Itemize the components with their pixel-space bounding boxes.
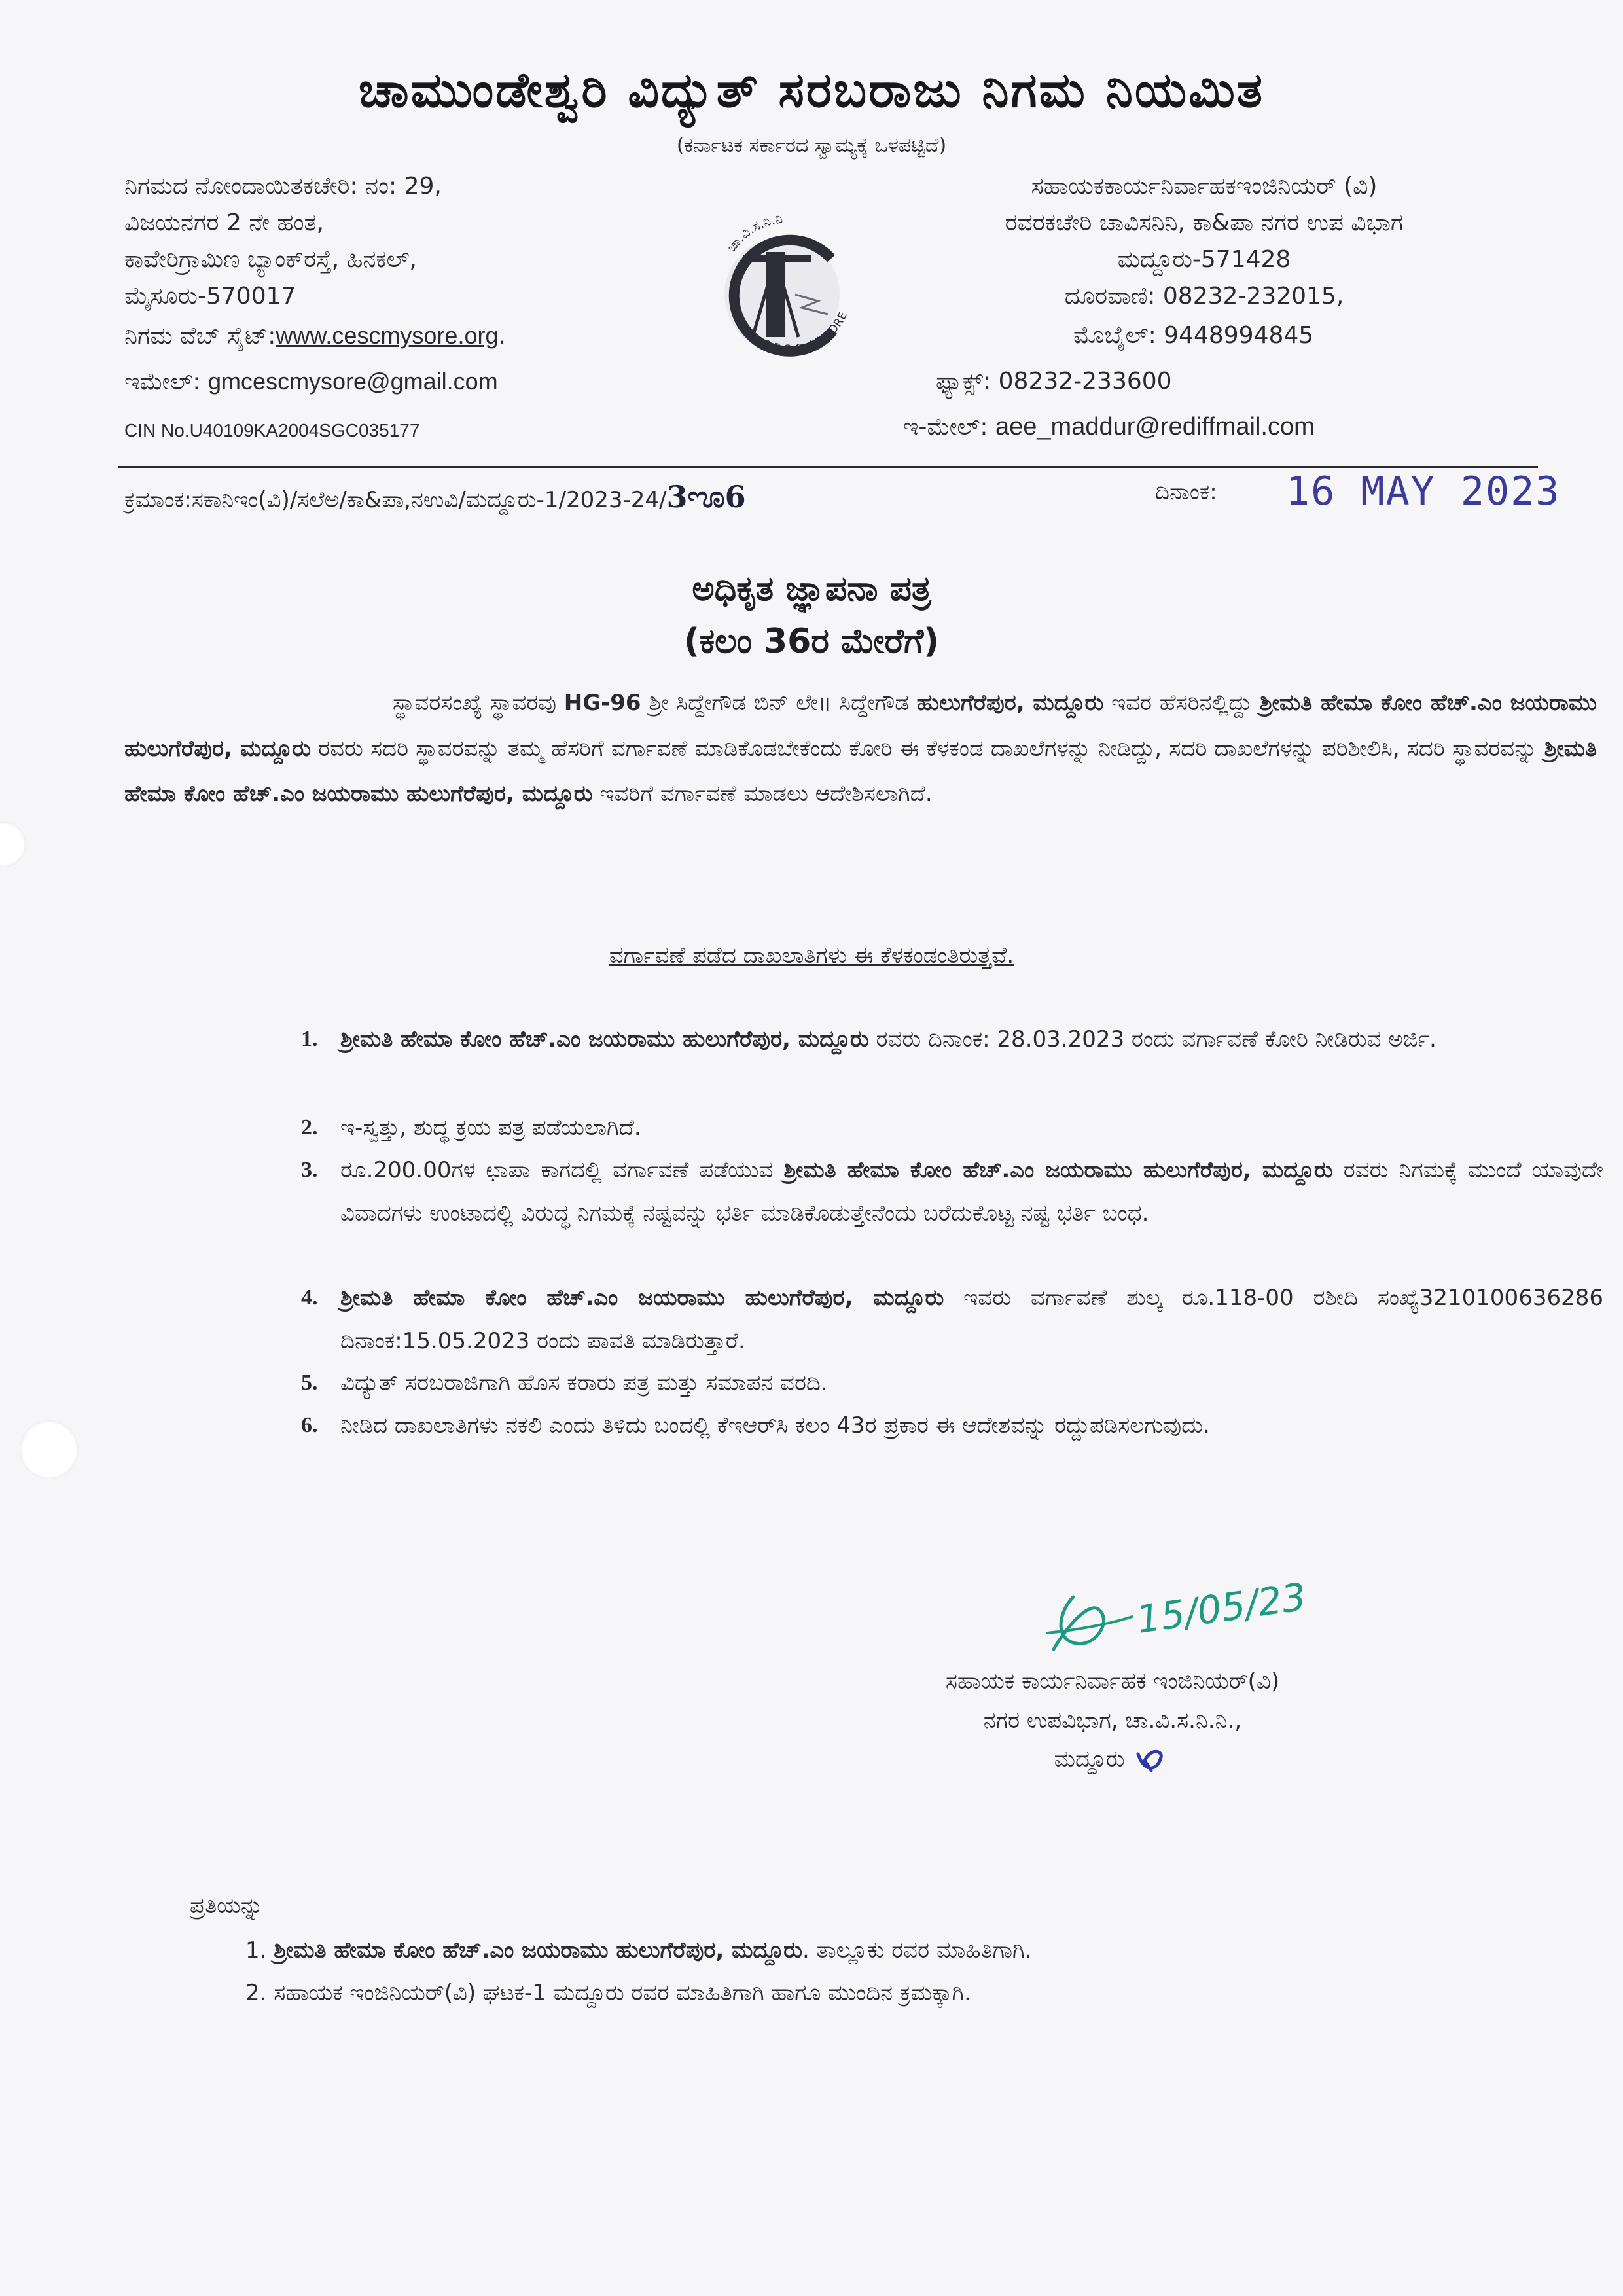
body-bold-2: ಹುಲುಗೆರೆಪುರ, ಮದ್ದೂರು [916, 690, 1104, 716]
cin-number: CIN No.U40109KA2004SGC035177 [124, 420, 420, 440]
list-item-bold: ಶ್ರೀಮತಿ ಹೇಮಾ ಕೋಂ ಹೆಚ್.ಎಂ ಜಯರಾಮು ಹುಲುಗೆರೆಪುರ, ಮದ್ದೂರು [783, 1157, 1333, 1183]
cesc-logo-icon [704, 196, 874, 367]
list-item-number: 1. [301, 1027, 318, 1051]
copy-item [245, 1937, 1031, 1964]
list-item-bold: ಶ್ರೀಮತಿ ಹೇಮಾ ಕೋಂ ಹೆಚ್.ಎಂ ಜಯರಾಮು ಹುಲುಗೆರೆಪುರ, ಮದ್ದೂರು [340, 1026, 869, 1052]
list-item [301, 1149, 1603, 1236]
copy-item-number: 2. [245, 1980, 267, 2006]
punch-hole-top [0, 821, 26, 867]
body-text-1: ಸ್ಥಾವರಸಂಖ್ಯೆ ಸ್ಥಾವರವು [393, 690, 564, 716]
list-item-text: ನೀಡಿದ ದಾಖಲಾತಿಗಳು ನಕಲಿ ಎಂದು ತಿಳಿದು ಬಂದಲ್ಲಿ ಕೆಇಆರ್‌ಸಿ ಕಲಂ 43ರ ಪ್ರಕಾರ ಈ ಆದೇಶವನ್ನು ರದ್ದುಪಡಿಸಲಗುವುದು. [340, 1412, 1210, 1439]
body-text-4: ರವರು ಸದರಿ ಸ್ಥಾವರವನ್ನು ತಮ್ಮ ಹೆಸರಿಗೆ ವರ್ಗಾವಣೆ ಮಾಡಿಕೊಡಬೇಕೆಂದು ಕೋರಿ ಈ ಕೆಳಕಂಡ ದಾಖಲೆಗಳನ್ನು ನೀಡಿದ್ದು, ಸದರಿ ದಾಖಲೆಗಳನ್ನು ಪರಿಶೀಲಿಸಿ, ಸದರಿ ಸ್ಥಾವರವನ್ನು [311, 735, 1544, 762]
documents-list-heading: ವರ್ಗಾವಣೆ ಪಡೆದ ದಾಖಲಾತಿಗಳು ಈ ಕೆಳಕಂಡಂತಿರುತ್ತವೆ. [609, 942, 1014, 969]
left-address-line-2: ವಿಜಯನಗರ 2 ನೇ ಹಂತ, [124, 209, 324, 236]
list-item-bold: ಶ್ರೀಮತಿ ಹೇಮಾ ಕೋಂ ಹೆಚ್.ಎಂ ಜಯರಾಮು ಹುಲುಗೆರೆಪುರ, ಮದ್ದೂರು [340, 1285, 944, 1311]
right-mobile: ಮೊಬೈಲ್: 9448994845 [1073, 322, 1314, 349]
list-item [301, 1361, 1603, 1405]
logo-arc-top-text: ಚಾ.ವಿ.ಸ.ನಿ.ನಿ [723, 210, 784, 255]
signature [1027, 1571, 1302, 1662]
email-label: ಇಮೇಲ್: [124, 368, 201, 395]
applicant-name-2: ಶ್ರೀಮತಿ ಹೇಮಾ ಕೋಂ ಹೆಚ್.ಎಂ ಜಯರಾಮು ಹುಲುಗೆರೆಪುರ, ಮದ್ದೂರು [124, 735, 1597, 808]
reference-text: ಕ್ರಮಾಂಕ:ಸಕಾನಿಇಂ(ವಿ)/ಸಲೆಅ/ಕಾ&ಪಾ,ನಉವಿ/ಮದ್ದೂರು-1/2023-24/ [124, 487, 667, 513]
copy-item-text: ಸಹಾಯಕ ಇಂಜಿನಿಯರ್(ವಿ) ಘಟಕ-1 ಮದ್ದೂರು ರವರ ಮಾಹಿತಿಗಾಗಿ ಹಾಗೂ ಮುಂದಿನ ಕ್ರಮಕ್ಕಾಗಿ. [274, 1980, 971, 2006]
initial-mark-icon [1132, 1744, 1171, 1777]
installation-number: HG-96 [563, 690, 641, 716]
order-heading: ಅಧಿಕೃತ ಜ್ಞಾಪನಾ ಪತ್ರ [692, 569, 931, 609]
organization-subtitle: (ಕರ್ನಾಟಕ ಸರ್ಕಾರದ ಸ್ವಾಮ್ಯಕ್ಕೆ ಒಳಪಟ್ಟಿದೆ) [676, 134, 947, 157]
signatory-place [864, 1740, 1361, 1780]
reference-number [124, 478, 746, 517]
copy-item [245, 1980, 971, 2006]
list-item-text: ವಿದ್ಯುತ್ ಸರಬರಾಜಿಗಾಗಿ ಹೊಸ ಕರಾರು ಪತ್ರ ಮತ್ತು ಸಮಾಪನ ವರದಿ. [340, 1370, 828, 1396]
order-subheading: (ಕಲಂ 36ರ ಮೇರೆಗೆ) [683, 622, 940, 661]
left-address-line-3: ಕಾವೇರಿಗ್ರಾಮಿಣ ಬ್ಯಾಂಕ್‌ರಸ್ತೆ, ಹಿನಕಲ್, [124, 246, 417, 273]
list-item-number: 2. [301, 1115, 318, 1139]
copy-item-number: 1. [245, 1937, 267, 1964]
right-address-line-1: ಸಹಾಯಕಕಾರ್ಯನಿರ್ವಾಹಕಇಂಜಿನಿಯರ್ (ವಿ) [1031, 173, 1378, 200]
organization-title: ಚಾಮುಂಡೇಶ್ವರಿ ವಿದ್ಯುತ್ ಸರಬರಾಜು ನಿಗಮ ನಿಯಮಿತ [358, 62, 1265, 118]
list-item-text: ಇ-ಸ್ವತ್ತು, ಶುದ್ಧ ಕ್ರಯ ಪತ್ರ ಪಡೆಯಲಾಗಿದೆ. [340, 1115, 641, 1141]
signatory-designation: ಸಹಾಯಕ ಕಾರ್ಯನಿರ್ವಾಹಕ ಇಂಜಿನಿಯರ್(ವಿ) [945, 1668, 1280, 1695]
right-email-label: ಇ-ಮೇಲ್: [903, 414, 988, 440]
list-item-number: 5. [301, 1371, 318, 1395]
right-email-line [903, 411, 1315, 443]
body-text-2: ಶ್ರೀ ಸಿದ್ದೇಗೌಡ ಬಿನ್ ಲೇ॥ ಸಿದ್ದೇಗೌಡ [641, 690, 917, 716]
list-item-text-pre: ರೂ.200.00ಗಳ ಛಾಪಾ ಕಾಗದಲ್ಲಿ ವರ್ಗಾವಣೆ ಪಡೆಯುವ [340, 1157, 784, 1183]
list-item-number: 3. [301, 1158, 318, 1182]
right-phone: ದೂರವಾಣಿ: 08232-232015, [1064, 283, 1344, 310]
list-item [301, 1018, 1603, 1061]
signatory-block [864, 1662, 1361, 1780]
body-text-3: ಇವರ ಹೆಸರಿನಲ್ಲಿದ್ದು [1103, 690, 1260, 716]
website-line: ನಿಗಮ ವೆಬ್ ಸೈಟ್:www.cescmysore.org. [124, 322, 506, 350]
email-address[interactable]: gmcescmysore@gmail.com [208, 368, 498, 395]
copy-item-bold: ಶ್ರೀಮತಿ ಹೇಮಾ ಕೋಂ ಹೆಚ್.ಎಂ ಜಯರಾಮು ಹುಲುಗೆರೆಪುರ, ಮದ್ದೂರು [274, 1937, 802, 1964]
list-item-text: ಇವರು ವರ್ಗಾವಣೆ ಶುಲ್ಕ ರೂ.118-00 ರಶೀದಿ ಸಂಖ್ಯೆ3210100636286 ದಿನಾಂಕ:15.05.2023 ರಂದು ಪಾವತಿ ಮಾಡಿರುತ್ತಾರೆ. [340, 1285, 1603, 1355]
left-address-line-1: ನಿಗಮದ ನೋಂದಾಯಿತಕಚೇರಿ: ನಂ: 29, [124, 173, 442, 200]
list-item [301, 1106, 1603, 1149]
handwritten-reference-number: 3ೡ6 [666, 479, 746, 514]
copy-to-label: ಪ್ರತಿಯನ್ನು [190, 1893, 264, 1919]
website-link[interactable]: www.cescmysore.org [276, 322, 499, 349]
list-item-number: 6. [301, 1413, 318, 1437]
order-body-paragraph [124, 681, 1597, 817]
list-item-text: ರವರು ದಿನಾಂಕ: 28.03.2023 ರಂದು ವರ್ಗಾವಣೆ ಕೋರಿ ನೀಡಿರುವ ಅರ್ಜಿ. [868, 1026, 1436, 1052]
applicant-name-1: ಶ್ರೀಮತಿ ಹೇಮಾ ಕೋಂ ಹೆಚ್.ಎಂ ಜಯರಾಮು ಹುಲುಗೆರೆಪುರ, ಮದ್ದೂರು [124, 690, 1597, 762]
date-stamp: 16 MAY 2023 [1286, 469, 1561, 514]
list-item-text: ರವರು ನಿಗಮಕ್ಕೆ ಮುಂದೆ ಯಾವುದೇ ವಿವಾದಗಳು ಉಂಟಾದಲ್ಲಿ ವಿರುದ್ಧ ನಿಗಮಕ್ಕೆ ನಷ್ಟವನ್ನು ಭರ್ತಿ ಮಾಡಿಕೊಡುತ್ತೇನೆಂದು ಬರೆದುಕೊಟ್ಟ ನಷ್ಟ ಭರ್ತಿ ಬಂಧ. [340, 1157, 1603, 1227]
cesc-logo [704, 196, 874, 367]
right-address-line-3: ಮದ್ದೂರು-571428 [1117, 246, 1291, 273]
logo-arc-bottom-text: C E S C, MYSORE [758, 309, 851, 357]
signatory-office: ನಗರ ಉಪವಿಭಾಗ, ಚಾ.ವಿ.ಸ.ನಿ.ನಿ., [983, 1707, 1242, 1734]
signatory-place-text: ಮದ್ದೂರು [1054, 1746, 1125, 1772]
website-label: ನಿಗಮ ವೆಬ್ ಸೈಟ್: [124, 323, 276, 350]
punch-hole-bottom [20, 1420, 79, 1479]
list-item [301, 1404, 1603, 1447]
signature-date: 15/05/23 [1133, 1574, 1302, 1642]
right-fax: ಫ್ಯಾಕ್ಸ್: 08232-233600 [936, 368, 1172, 395]
list-item-number: 4. [301, 1285, 318, 1310]
signature-icon [1027, 1571, 1302, 1662]
body-text-5: ಇವರಿಗೆ ವರ್ಗಾವಣೆ ಮಾಡಲು ಆದೇಶಿಸಲಾಗಿದೆ. [592, 781, 933, 808]
copy-item-text: . ತಾಲ್ಲೂಕು ರವರ ಮಾಹಿತಿಗಾಗಿ. [802, 1937, 1032, 1964]
header-divider [118, 466, 1538, 468]
list-item [301, 1276, 1603, 1363]
right-address-line-2: ರವರಕಚೇರಿ ಚಾವಿಸನಿನಿ, ಕಾ&ಪಾ ನಗರ ಉಪ ವಿಭಾಗ [1005, 209, 1404, 236]
right-email-address[interactable]: aee_maddur@rediffmail.com [995, 413, 1315, 440]
date-label: ದಿನಾಂಕ: [1155, 479, 1217, 505]
email-line [124, 367, 498, 398]
left-address-line-4: ಮೈಸೂರು-570017 [124, 283, 296, 310]
